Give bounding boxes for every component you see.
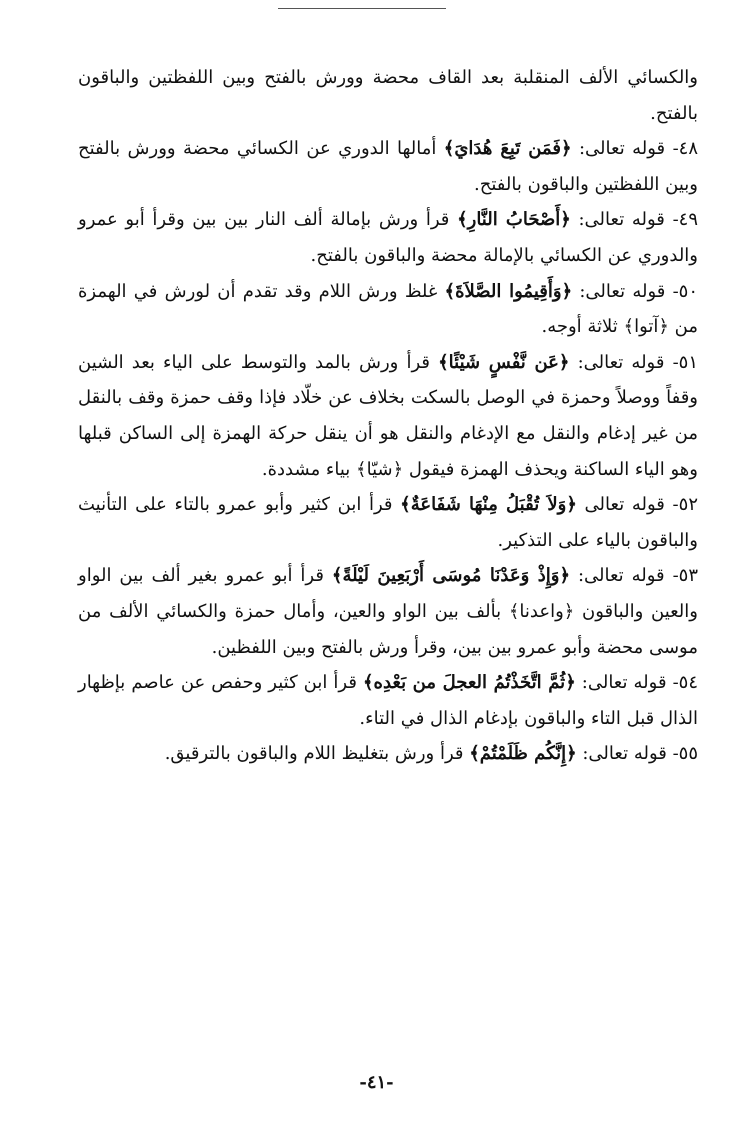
commentary-text: قرأ ابن كثير وحفص عن عاصم بإظهار الذال قبل التاء والباقون بإدغام الذال في التاء.: [78, 672, 698, 729]
quran-verse: ﴿إِنَّكُم ظَلَمْتُمْ﴾: [469, 743, 577, 765]
verse-number-label: ٤٩- قوله تعالى:: [570, 209, 698, 231]
quran-verse: ﴿وَإِذْ وَعَدْنَا مُوسَى أَرْبَعِينَ لَيْلَةً﴾: [331, 565, 571, 587]
paragraph-text: والكسائي الألف المنقلبة بعد القاف محضة وورش بالفتح وبين اللفظتين والباقون بالفتح.: [78, 67, 698, 124]
quran-verse: ﴿عَن نَّفْسٍ شَيْئًا﴾: [438, 351, 570, 373]
paragraph-verse-49: [78, 202, 698, 273]
verse-number-label: ٤٨- قوله تعالى:: [571, 138, 698, 160]
commentary-text: أمالها الدوري عن الكسائي محضة وورش بالفتح وبين اللفظتين والباقون بالفتح.: [78, 138, 698, 195]
quran-verse: ﴿ثُمَّ اتَّخَذْتُمُ العجلَ من بَعْدِه﴾: [362, 672, 576, 694]
verse-number-label: ٥٠- قوله تعالى:: [572, 280, 699, 302]
verse-number-label: ٥١- قوله تعالى:: [569, 351, 699, 373]
header-rule: [278, 8, 446, 9]
quran-verse: ﴿وَأَقِيمُوا الصَّلاَةَ﴾: [444, 280, 573, 302]
commentary-text: قرأ ورش بتغليظ اللام والباقون بالترقيق.: [164, 743, 470, 765]
commentary-text: قرأ ابن كثير وأبو عمرو بالتاء على التأنيث والباقون بالياء على التذكير.: [78, 494, 698, 551]
paragraph-verse-54: [78, 665, 698, 736]
verse-number-label: ٥٥- قوله تعالى:: [576, 743, 698, 765]
commentary-text: غلظ ورش اللام وقد تقدم أن لورش في الهمزة من ﴿آتوا﴾ ثلاثة أوجه.: [78, 280, 698, 338]
verse-number-label: ٥٢- قوله تعالى: [576, 494, 698, 516]
paragraph-verse-50: [78, 274, 698, 345]
paragraph-verse-55: [78, 736, 698, 772]
commentary-text: قرأ أبو عمرو بغير ألف بين الواو والعين والباقون ﴿واعدنا﴾ بألف بين الواو والعين، وأمال حمزة والكسائي الألف من موسى محضة وأبو عمرو بين بين، وقرأ ورش بالفتح وبين اللفظين.: [78, 565, 698, 658]
verse-number-label: ٥٣- قوله تعالى:: [570, 565, 698, 587]
verse-number-label: ٥٤- قوله تعالى:: [575, 672, 699, 694]
page-body: [78, 60, 698, 772]
paragraph-verse-52: [78, 487, 698, 558]
paragraph-verse-53: [78, 558, 698, 665]
paragraph-continuation: [78, 60, 698, 131]
paragraph-verse-48: [78, 131, 698, 202]
page-number: -٤١-: [359, 1072, 394, 1093]
quran-verse: ﴿أَصْحَابُ النَّارِ﴾: [457, 209, 571, 231]
commentary-text: قرأ ورش بإمالة ألف النار بين بين وقرأ أبو عمرو والدوري عن الكسائي بالإمالة محضة والباقون بالفتح.: [78, 209, 698, 266]
quran-verse: ﴿فَمَن تَبِعَ هُدَايَ﴾: [443, 138, 572, 160]
paragraph-verse-51: [78, 345, 698, 487]
quran-verse: ﴿وَلاَ تُقْبَلُ مِنْهَا شَفَاعَةٌ﴾: [400, 494, 577, 516]
commentary-text: قرأ ورش بالمد والتوسط على الياء بعد الشين وقفاً ووصلاً وحمزة في الوصل بالسكت بخلاف عن خلّاد فإذا وقف حمزة وقف بالنقل من غير إدغام والنقل مع الإدغام والنقل هو أن ينقل حركة الهمزة إلى الساكن قبلها وهو الياء الساكنة ويحذف الهمزة فيقول ﴿شيّا﴾ بياء مشددة.: [78, 351, 698, 480]
